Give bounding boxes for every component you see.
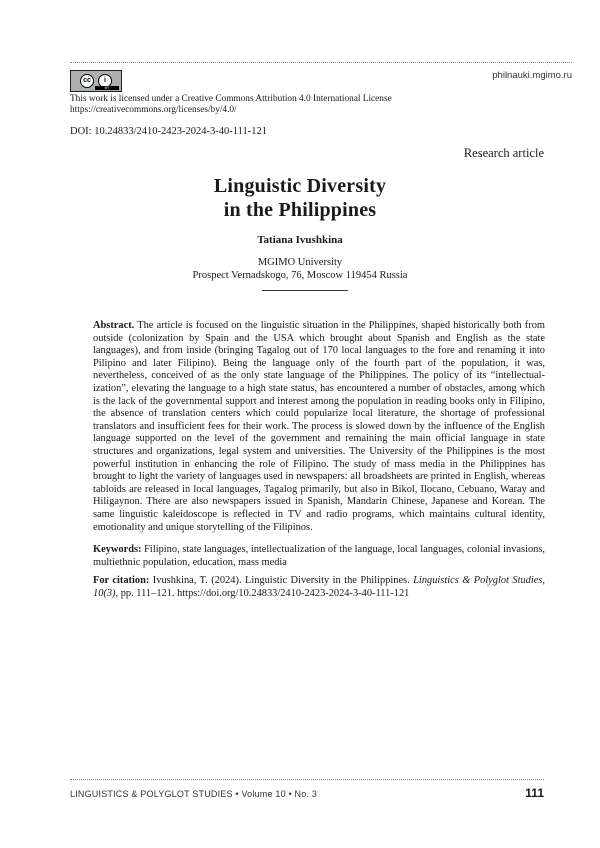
- affiliation-institution: MGIMO University: [257, 257, 343, 268]
- citation: [93, 575, 545, 600]
- cc-icon: cc: [80, 74, 94, 88]
- header-rule: [70, 62, 572, 63]
- title-line-2: in the Philippines: [223, 199, 377, 221]
- abstract-text: The article is focused on the linguistic situation in the Philippines, shaped historically both from outside (colonization by Spain and the USA which brought about Spanish and English as the state languages), and from inside (bringing Tagalog out of 170 local languages to the fore and renaming it into Pilipino and later Filipino). Being the language only of the fourth part of the population, it was, nevertheless, conceived of as the only state language of the Philippines. The policy of its “intellectualization”, elevating the language to a high state status, has encountered a number of obstacles, among which is the lack of the governmental support and interest among the population in reading books only in Filipino, the absence of translation centers which could popularize local literature, the shortage of professional translators and insufficient fees for their work. The process is slowed down by the influence of the English language supported on the level of the government and remaining the main official language in state structures and organizations, legal system and universities. The University of the Philippines is the most powerful institution in enhancing the role of Filipino. The study of mass media in the Philippines has brought to light the variety of languages used in newspapers: all broadsheets are printed in English, whereas tabloids are released in local languages, Tagalog primarily, but also in Bikol, Ilocano, Cebuano, Waray and Hiligaynon. There are also newspapers issued in Spanish, Mandarin Chinese, Japanese and Korean. The same linguistic kaleidoscope is reflected in TV and radio programs, which maintains cultural identity, emotionality and unique storytelling of the Filipinos.: [93, 320, 545, 533]
- abstract: [93, 320, 545, 534]
- person-icon: i: [98, 74, 112, 88]
- doi: DOI: 10.24833/2410-2423-2024-3-40-111-121: [70, 126, 267, 137]
- keywords-label: Keywords:: [93, 544, 142, 555]
- title-line-1: Linguistic Diversity: [213, 175, 387, 197]
- citation-journal: Linguistics & Polyglot Studies, 10(3),: [93, 575, 545, 599]
- title-separator: [262, 290, 348, 291]
- keywords: [93, 544, 545, 569]
- keywords-text: Filipino, state languages, intellectualization of the language, local languages, colonial invasions, multiethnic population, education, mass media: [93, 544, 545, 568]
- page-number: 111: [525, 786, 544, 800]
- footer-journal-info: LINGUISTICS & POLYGLOT STUDIES • Volume 10 • No. 3: [70, 789, 318, 799]
- affiliation-address: Prospect Vernadskogo, 76, Moscow 119454 Russia: [192, 270, 408, 281]
- citation-pages-doi[interactable]: pp. 111–121. https://doi.org/10.24833/2410-2423-2024-3-40-111-121: [120, 587, 410, 599]
- article-type: Research article: [463, 146, 544, 160]
- license-link[interactable]: https://creativecommons.org/licenses/by/4.0/: [70, 105, 237, 115]
- article-title: [0, 174, 600, 222]
- author-name: Tatiana Ivushkina: [257, 234, 343, 246]
- by-label: BY: [95, 86, 119, 90]
- citation-text: Ivushkina, T. (2024). Linguistic Diversity in the Philippines.: [152, 575, 410, 586]
- license-notice: [70, 94, 392, 116]
- license-text: This work is licensed under a Creative Commons Attribution 4.0 International License: [70, 94, 392, 104]
- site-url[interactable]: philnauki.mgimo.ru: [492, 70, 572, 81]
- footer-rule: [70, 779, 544, 780]
- citation-label: For citation:: [93, 575, 150, 586]
- abstract-label: Abstract.: [93, 320, 135, 331]
- affiliation: [0, 256, 600, 282]
- creative-commons-by-icon: [70, 70, 122, 92]
